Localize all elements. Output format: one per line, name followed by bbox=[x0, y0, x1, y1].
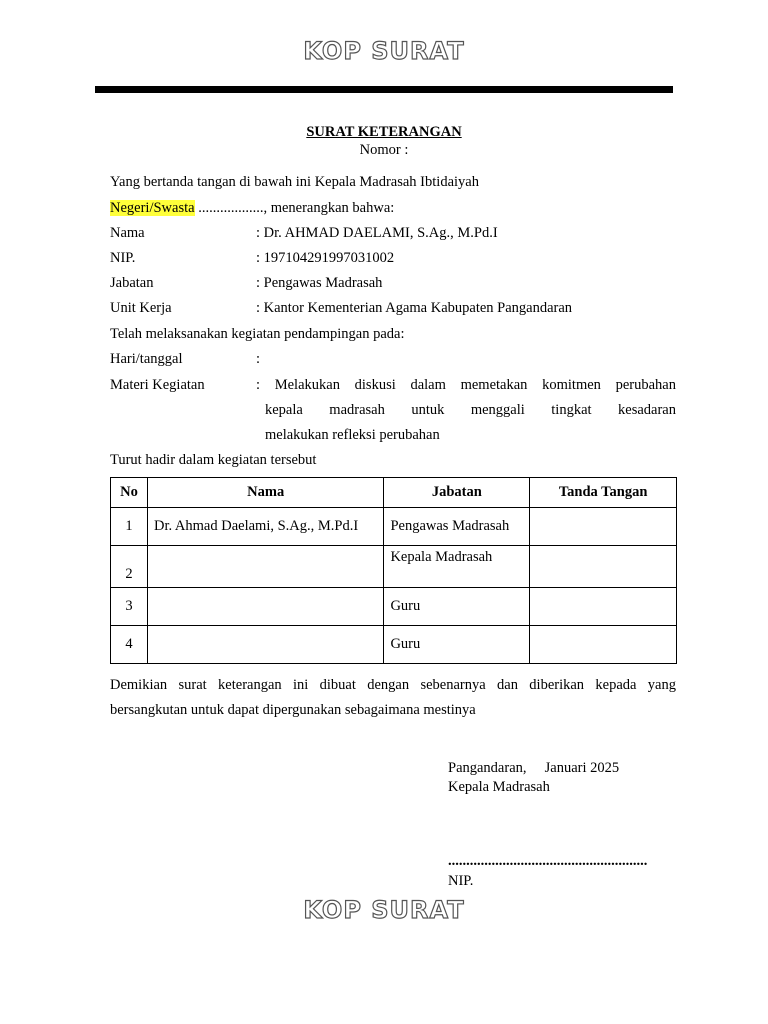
cell-no: 1 bbox=[111, 508, 148, 546]
field-label-nip: NIP. bbox=[110, 250, 136, 266]
table-row bbox=[111, 546, 677, 588]
cell-jabatan: Guru bbox=[384, 588, 530, 626]
field-value-jabatan: : Pengawas Madrasah bbox=[256, 275, 383, 291]
document-number: Nomor : bbox=[359, 142, 409, 158]
table-row bbox=[111, 626, 677, 664]
cell-no: 3 bbox=[111, 588, 148, 626]
letterhead-logo-top: KOP SURAT bbox=[303, 38, 465, 65]
field-label-unit-kerja: Unit Kerja bbox=[110, 300, 172, 316]
cell-tanda-tangan bbox=[530, 508, 677, 546]
field-value-nip: : 197104291997031002 bbox=[256, 250, 395, 266]
cell-nama bbox=[147, 626, 383, 664]
letterhead-logo-bottom: KOP SURAT bbox=[303, 897, 465, 924]
cell-tanda-tangan bbox=[530, 546, 677, 588]
table-row bbox=[111, 588, 677, 626]
field-label-hari: Hari/tanggal bbox=[110, 351, 183, 367]
closing-line-1: Demikian surat keterangan ini dibuat dengan sebenarnya dan diberikan kepada yang bbox=[110, 677, 676, 693]
closing-line-2: bersangkutan untuk dapat dipergunakan sebagaimana mestinya bbox=[110, 702, 476, 718]
cell-tanda-tangan bbox=[530, 588, 677, 626]
cell-no: 2 bbox=[111, 546, 148, 588]
signature-nip: NIP. bbox=[448, 873, 474, 889]
intro-line-2-rest: .................., menerangkan bahwa: bbox=[194, 200, 395, 216]
attendance-intro: Turut hadir dalam kegiatan tersebut bbox=[110, 452, 317, 468]
field-label-nama: Nama bbox=[110, 225, 145, 241]
field-label-materi: Materi Kegiatan bbox=[110, 377, 205, 393]
cell-jabatan: Pengawas Madrasah bbox=[384, 508, 530, 546]
cell-jabatan: Guru bbox=[384, 626, 530, 664]
intro-line-1: Yang bertanda tangan di bawah ini Kepala Madrasah Ibtidaiyah bbox=[110, 174, 479, 190]
field-value-nama: : Dr. AHMAD DAELAMI, S.Ag., M.Pd.I bbox=[256, 225, 498, 241]
materi-line-3: melakukan refleksi perubahan bbox=[265, 427, 440, 443]
attendance-table bbox=[110, 477, 677, 664]
cell-nama bbox=[147, 546, 383, 588]
activity-intro: Telah melaksanakan kegiatan pendampingan pada: bbox=[110, 326, 405, 342]
header-nama: Nama bbox=[147, 478, 383, 508]
table-row bbox=[111, 508, 677, 546]
header-no: No bbox=[111, 478, 148, 508]
cell-nama: Dr. Ahmad Daelami, S.Ag., M.Pd.I bbox=[147, 508, 383, 546]
header-jabatan: Jabatan bbox=[384, 478, 530, 508]
field-value-hari: : bbox=[256, 351, 261, 367]
header-tanda-tangan: Tanda Tangan bbox=[530, 478, 677, 508]
highlight-negeri-swasta: Negeri/Swasta bbox=[110, 200, 195, 216]
cell-no: 4 bbox=[111, 626, 148, 664]
signature-position: Kepala Madrasah bbox=[448, 779, 550, 795]
signature-line: ....................................................... bbox=[448, 853, 648, 869]
intro-line-2 bbox=[110, 200, 394, 217]
signature-place-date: Pangandaran, Januari 2025 bbox=[448, 760, 620, 776]
cell-nama bbox=[147, 588, 383, 626]
materi-line-1: : Melakukan diskusi dalam memetakan komitmen perubahan bbox=[256, 377, 676, 393]
document-title: SURAT KETERANGAN bbox=[306, 124, 462, 140]
field-value-unit-kerja: : Kantor Kementerian Agama Kabupaten Pangandaran bbox=[256, 300, 573, 316]
letterhead-rule bbox=[95, 86, 673, 93]
cell-jabatan: Kepala Madrasah bbox=[384, 546, 530, 588]
materi-line-2: kepala madrasah untuk menggali tingkat kesadaran bbox=[265, 402, 676, 418]
cell-tanda-tangan bbox=[530, 626, 677, 664]
table-header-row bbox=[111, 478, 677, 508]
field-label-jabatan: Jabatan bbox=[110, 275, 154, 291]
